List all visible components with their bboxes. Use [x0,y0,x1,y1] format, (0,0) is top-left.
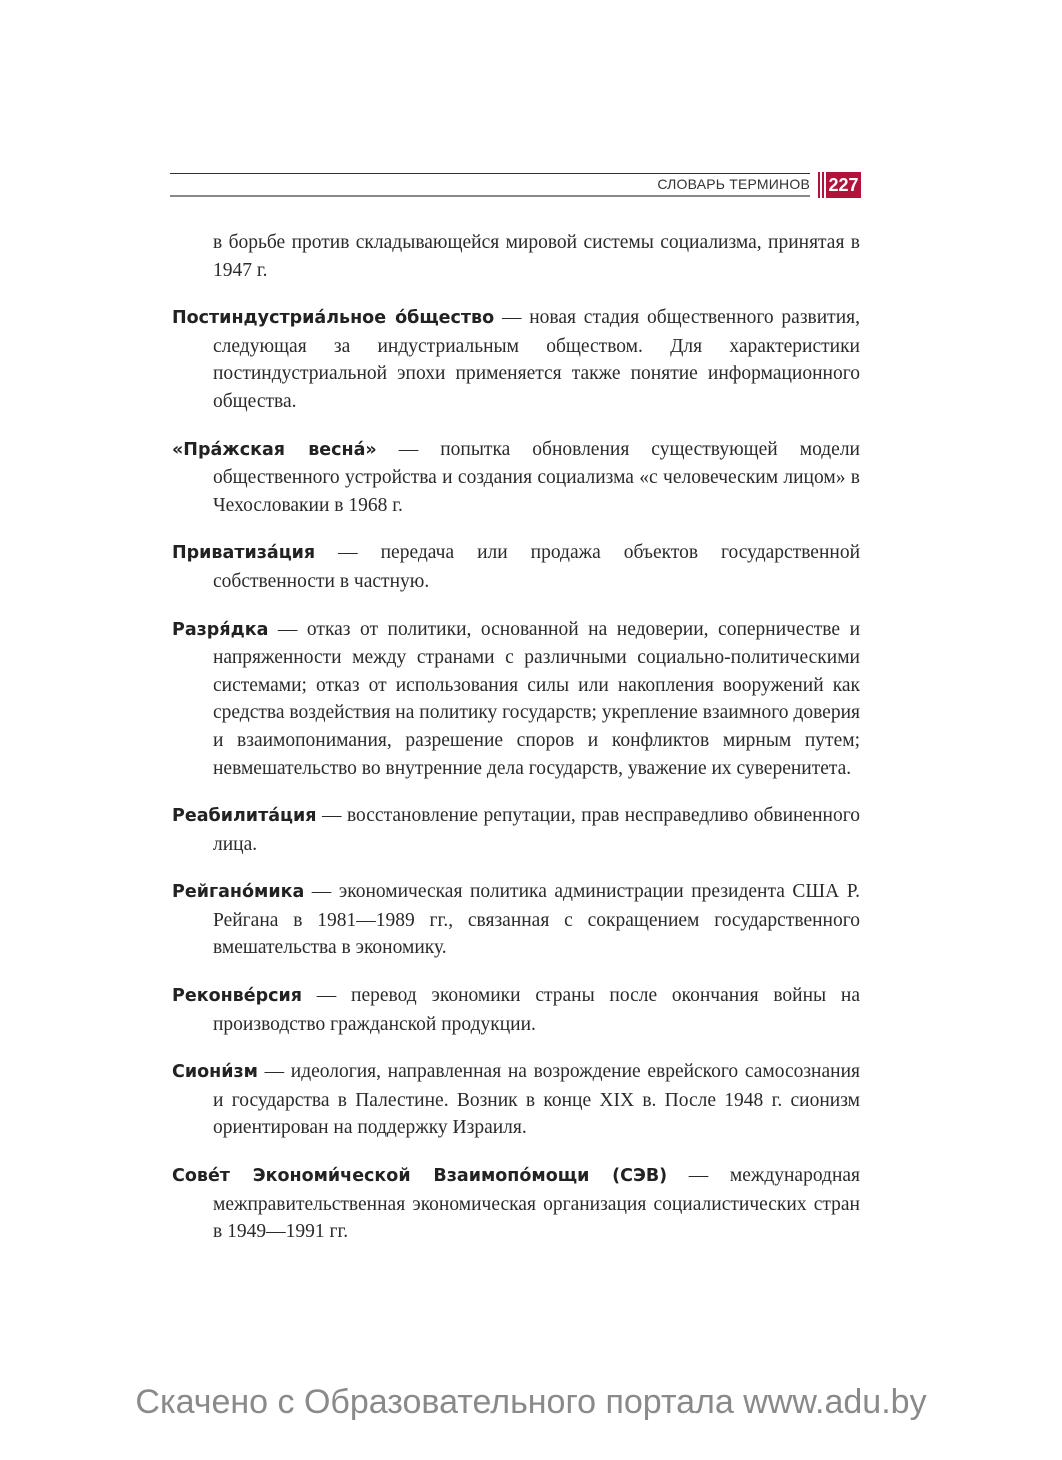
page-number: 227 [826,172,861,198]
glossary-entry [172,436,860,520]
glossary-entry [172,616,860,783]
entry-term: Сове́т Экономи́ческой Взаимопо́мощи (СЭВ) [172,1166,668,1187]
entry-definition: — идеология, направленная на возрождение еврейского самосознания и государства в Палестине. Возник в конце XIX в. После 1948 г. сионизм ориентирован на поддержку Израиля. [213,1061,860,1139]
entry-term: Реконве́рсия [172,986,303,1007]
entry-definition: — отказ от политики, основанной на недоверии, соперничестве и напряженности между странами с различными социально-политическими системами; отказ от использования силы или накопления вооружений как средства воздействия на политику государств; укрепление взаимного доверия и взаимопонимания, разрешение споров и конфликтов мирным путем; невмешательство во внутренние дела государств, уважение их суверенитета. [213,618,860,779]
glossary-entry [172,982,860,1038]
entry-term: Разря́дка [172,619,269,640]
entry-term: «Пра́жская весна́» [172,439,377,460]
glossary-entry [172,1162,860,1246]
glossary-entry [172,1058,860,1142]
entry-definition: — экономическая политика администрации президента США Р. Рейгана в 1981—1989 гг., связанная с сокращением государственного вмешательства в экономику. [213,881,860,959]
glossary-entry [172,304,860,415]
page-number-decor [818,172,820,198]
entry-term: Постиндустриа́льное о́бщество [172,308,495,329]
entry-term: Рейгано́мика [172,882,305,903]
glossary-entry [172,878,860,962]
entry-definition: — восстановление репутации, прав несправедливо обвиненного лица. [213,805,860,855]
entry-continuation: в борьбе против складывающейся мировой системы социализма, принятая в 1947 г. [213,232,860,281]
running-header-title: СЛОВАРЬ ТЕРМИНОВ [657,176,810,192]
entry-term: Реабилита́ция [172,806,317,827]
entry-term: Сиони́зм [172,1062,258,1083]
header-rule-bottom [170,195,810,197]
page-number-decor [822,172,824,198]
entry-definition: — международная межправительственная экономическая организация социалистических стран в 1949—1991 гг. [213,1165,861,1243]
glossary-entry [172,539,860,595]
glossary-entry [172,802,860,858]
entry-definition: — передача или продажа объектов государственной собственности в частную. [213,542,860,592]
entry-term: Приватиза́ция [172,543,316,564]
watermark-footer: Скачено с Образовательного портала www.adu.by [135,1383,927,1421]
header-rule-top [170,173,810,174]
entry-definition: — новая стадия общественного развития, следующая за индустриальным обществом. Для характеристики постиндустриальной эпохи применяется также понятие информационного общества. [213,307,860,412]
entry-definition: — перевод экономики страны после окончания войны на производство гражданской продукции. [213,985,860,1035]
entry-definition: — попытка обновления существующей модели общественного устройства и создания социализма «с человеческим лицом» в Чехословакии в 1968 г. [213,438,860,516]
glossary-body [172,229,860,1266]
